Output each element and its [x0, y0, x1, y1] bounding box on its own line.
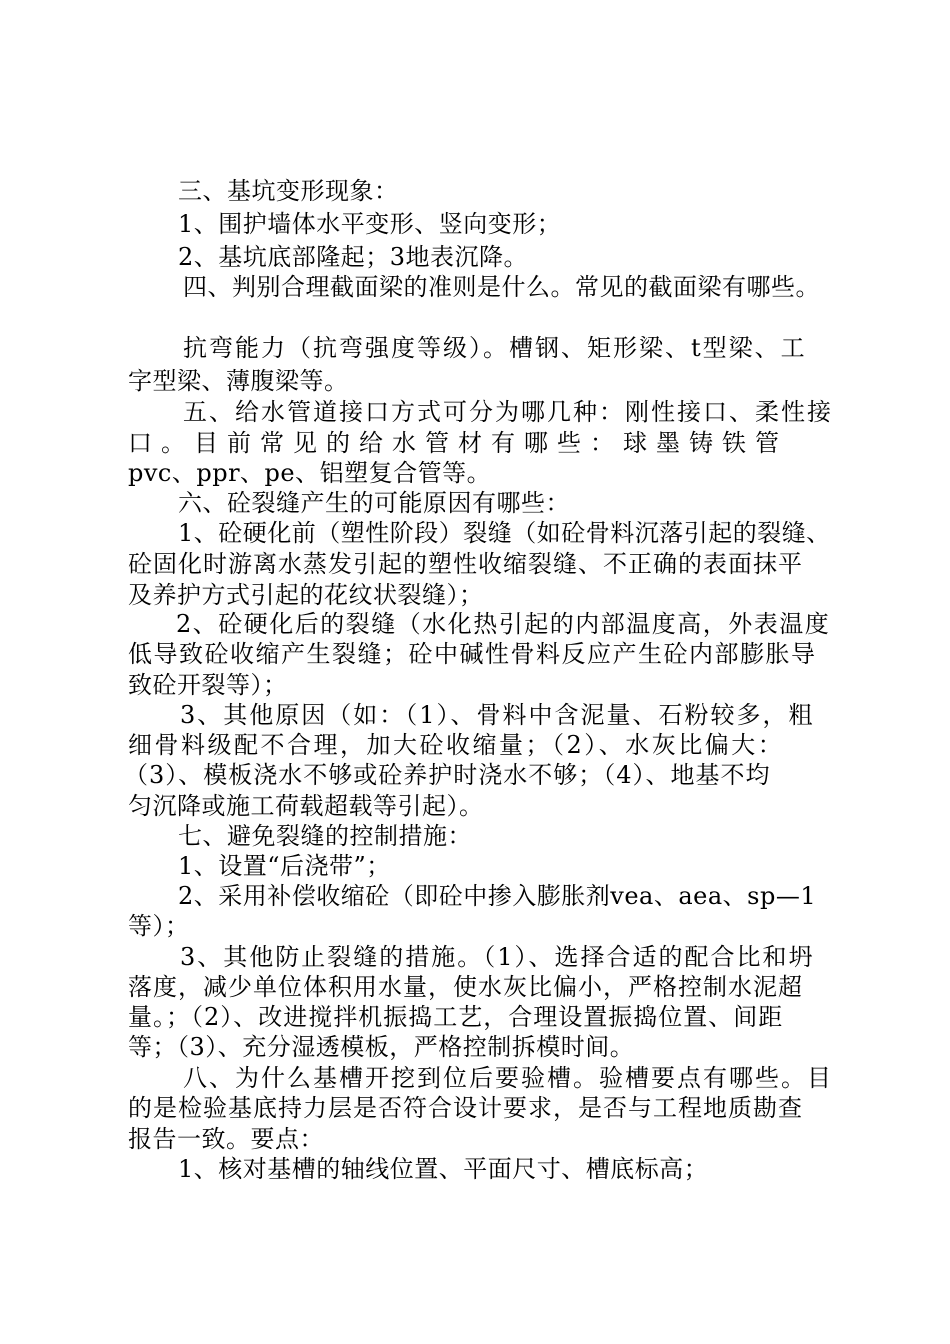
paragraph-line: 3、其他防止裂缝的措施。（1）、选择合适的配合比和坍 [180, 943, 815, 971]
paragraph-line: pvc、ppr、pe、铝塑复合管等。 [128, 459, 492, 487]
paragraph-line: 落度，减少单位体积用水量，使水灰比偏小，严格控制水泥超 [128, 973, 803, 1001]
paragraph-line: 等；（3）、充分湿透模板，严格控制拆模时间。 [128, 1033, 635, 1061]
paragraph-line: 2、砼硬化后的裂缝（水化热引起的内部温度高，外表温度 [176, 610, 831, 638]
paragraph-line: 细骨料级配不合理，加大砼收缩量；（2）、水灰比偏大： [128, 731, 785, 759]
paragraph-line: 及养护方式引起的花纹状裂缝）； [128, 581, 484, 609]
paragraph-line: 2、基坑底部隆起；3地表沉降。 [178, 243, 529, 271]
paragraph-line: 1、设置“后浇带”； [178, 852, 391, 880]
paragraph-line: 匀沉降或施工荷载超载等引起）。 [128, 792, 484, 820]
paragraph-line: 1、围护墙体水平变形、竖向变形； [178, 210, 562, 238]
section-heading-6: 六、砼裂缝产生的可能原因有哪些： [178, 489, 570, 517]
paragraph-line: 抗弯能力（抗弯强度等级）。槽钢、矩形梁、t型梁、工 [183, 334, 807, 362]
section-heading-5: 五、给水管道接口方式可分为哪几种：刚性接口、柔性接 [183, 398, 833, 426]
paragraph-line: 3、其他原因（如：（1）、骨料中含泥量、石粉较多，粗 [180, 701, 815, 729]
paragraph-line: （3）、模板浇水不够或砼养护时浇水不够；（4）、地基不均 [124, 761, 771, 789]
paragraph-line: 砼固化时游离水蒸发引起的塑性收缩裂缝、不正确的表面抹平 [128, 550, 803, 578]
paragraph-line: 的是检验基底持力层是否符合设计要求，是否与工程地质勘查 [128, 1094, 803, 1122]
paragraph-line: 等）； [128, 912, 190, 940]
paragraph-line: 1、核对基槽的轴线位置、平面尺寸、槽底标高； [178, 1155, 709, 1183]
section-heading-4: 四、判别合理截面梁的准则是什么。常见的截面梁有哪些。 [183, 273, 820, 301]
paragraph-line: 字型梁、薄腹梁等。 [128, 367, 349, 395]
section-heading-7: 七、避免裂缝的控制措施： [178, 822, 472, 850]
section-heading-3: 三、基坑变形现象： [178, 177, 399, 205]
paragraph-line: 报告一致。要点： [128, 1125, 324, 1153]
section-heading-8: 八、为什么基槽开挖到位后要验槽。验槽要点有哪些。目 [183, 1064, 833, 1092]
paragraph-line: 1、砼硬化前（塑性阶段）裂缝（如砼骨料沉落引起的裂缝、 [178, 519, 831, 547]
paragraph-line: 低导致砼收缩产生裂缝；砼中碱性骨料反应产生砼内部膨胀导 [128, 640, 817, 668]
paragraph-line: 2、采用补偿收缩砼（即砼中掺入膨胀剂vea、aea、sp—1 [178, 882, 817, 910]
paragraph-line: 致砼开裂等）； [128, 671, 288, 699]
paragraph-line: 口。目前常见的给水管材有哪些：球墨铸铁管 [128, 429, 788, 457]
paragraph-line: 量。；（2）、改进搅拌机振捣工艺，合理设置振捣位置、间距 [128, 1003, 784, 1031]
